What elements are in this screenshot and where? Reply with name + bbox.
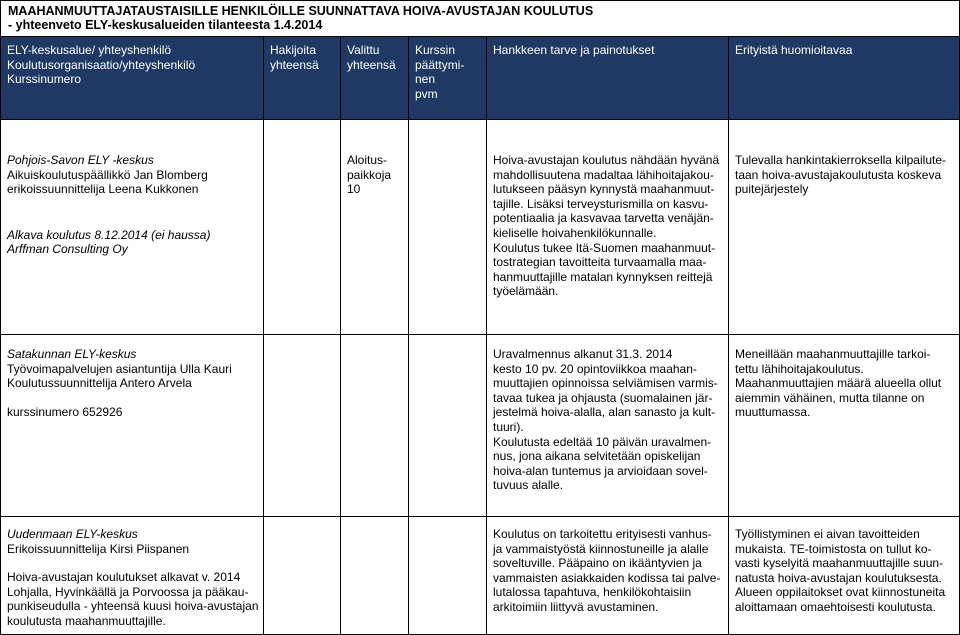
cell-notes (729, 517, 960, 635)
cell-needs (487, 120, 729, 335)
header-selected-line: Valittu (347, 43, 380, 57)
needs-line: Hoiva-avustajan koulutus nähdään hyvänä (493, 153, 720, 167)
selected-line: Aloitus- (347, 153, 388, 167)
needs-line: potentiaalia ja kasvavaa tarvetta venäjän- (493, 211, 714, 226)
cell-region (1, 335, 264, 517)
header-region-line: Kurssinumero (7, 72, 82, 87)
needs-line: muuttajien opinnoissa selviämisen varmis- (493, 376, 718, 391)
contact-line: Erikoissuunnittelija Kirsi Piispanen (7, 541, 190, 556)
region-title: Pohjois-Savon ELY -keskus (7, 153, 154, 167)
document-title (0, 0, 960, 38)
notes-line: puitejärjestely (735, 182, 809, 197)
title-line-2: - yhteenveto ELY-keskusalueiden tilanteesta 1.4.2014 (8, 18, 323, 32)
header-end-line: päättymi- (415, 57, 465, 72)
needs-line: jestelmä hoiva-alalla, alan sanasto ja kult- (493, 405, 716, 420)
notes-line: aloittamaan omaehtoisesti koulutusta. (735, 599, 936, 614)
cell-applicants (264, 335, 341, 517)
needs-line: tuvuus alalle. (493, 478, 564, 493)
header-region (1, 37, 264, 120)
header-region-line: ELY-keskusalue/ yhteyshenkilö (7, 43, 172, 57)
course-info-line: Lohjalla, Hyvinkäällä ja Porvoossa ja pääkau- (7, 584, 249, 599)
selected-line: paikkoja (347, 167, 392, 182)
contact-line: Työvoimapalvelujen asiantuntija Ulla Kauri (7, 361, 232, 376)
needs-line: arkitoimiin liittyvä avustaminen. (493, 599, 659, 614)
header-end-line: nen (415, 72, 436, 87)
cell-end-date (409, 517, 487, 635)
notes-line: aiemmin vähäinen, mutta tilanne on (735, 390, 925, 405)
header-region-line: Koulutusorganisaatio/yhteyshenkilö (7, 57, 196, 72)
cell-region (1, 517, 264, 635)
table-row (1, 517, 960, 635)
cell-applicants (264, 517, 341, 635)
course-info-line: koulutusta maahanmuuttajille. (7, 613, 166, 628)
cell-end-date (409, 335, 487, 517)
notes-line: Meneillään maahanmuuttajille tarkoi- (735, 347, 931, 361)
notes-line: Tulevalla hankintakierroksella kilpailute- (735, 153, 946, 167)
cell-needs (487, 517, 729, 635)
cell-notes (729, 120, 960, 335)
cell-region (1, 120, 264, 335)
needs-line: hanmuuttajille matalan kynnyksen reittejä (493, 269, 713, 284)
needs-line: mahdollisuutena madaltaa lähihoitajakou- (493, 167, 714, 182)
notes-line: Työllistyminen ei aivan tavoitteiden (735, 527, 920, 541)
cell-selected (341, 517, 409, 635)
summary-table (0, 36, 960, 635)
needs-line: lutukseen pääsyn kynnystä maahanmuut- (493, 182, 715, 197)
needs-line: Uravalmennus alkanut 31.3. 2014 (493, 347, 673, 361)
header-end-line: pvm (415, 86, 438, 101)
needs-line: ja vammaistyöstä kiinnostuneille ja alalle (493, 541, 709, 556)
cell-needs (487, 335, 729, 517)
cell-selected (341, 120, 409, 335)
needs-line: vammaisten asiakkaiden kodissa tai palve- (493, 570, 721, 585)
region-title: Uudenmaan ELY-keskus (7, 527, 138, 541)
needs-line: Koulutusta edeltää 10 päivän uravalmen- (493, 434, 712, 449)
cell-notes (729, 335, 960, 517)
notes-line: Maahanmuuttajien määrä alueella ollut (735, 376, 942, 391)
contact-line: Koulutussuunnittelija Antero Arvela (7, 376, 192, 391)
needs-line: hoiva-alan tuntemus ja arvioidaan sovel- (493, 463, 708, 478)
header-end-line: Kurssin (415, 43, 456, 57)
notes-line: vasti kyselyitä maahanmuuttajille suun- (735, 556, 944, 571)
header-selected (341, 37, 409, 120)
header-needs-line: Hankkeen tarve ja painotukset (493, 43, 655, 57)
needs-line: kesto 10 pv. 20 opintoviikkoa maahan- (493, 361, 697, 376)
notes-line: tettu lähihoitajakoulutus. (735, 361, 864, 376)
contact-line: erikoissuunnittelija Leena Kukkonen (7, 182, 199, 197)
needs-line: lutalossa tapahtuva, henkilökohtaisiin (493, 585, 692, 600)
cell-applicants (264, 120, 341, 335)
header-notes (729, 37, 960, 120)
table-row (1, 335, 960, 517)
cell-selected (341, 335, 409, 517)
header-end-date (409, 37, 487, 120)
notes-line: Alueen oppilaitokset ovat kiinnostuneita (735, 585, 946, 600)
course-info-line: Hoiva-avustajan koulutukset alkavat v. 2014 (7, 570, 241, 585)
table-row (1, 120, 960, 335)
course-number: kurssinumero 652926 (7, 404, 123, 419)
needs-line: Koulutus tukee Itä-Suomen maahanmuut- (493, 240, 716, 255)
needs-line: nus, jona aikana selvitetään opiskelijan (493, 449, 701, 464)
header-notes-line: Erityistä huomioitavaa (735, 43, 853, 57)
notes-line: natusta hoiva-avustajan koulutuksesta. (735, 570, 942, 585)
header-needs (487, 37, 729, 120)
selected-line: 10 (347, 182, 361, 197)
cell-end-date (409, 120, 487, 335)
header-applicants-line: yhteensä (270, 57, 319, 72)
needs-line: soveltuville. Pääpaino on ikääntyvien ja (493, 556, 702, 571)
contact-line: Aikuiskoulutuspäällikkö Jan Blomberg (7, 167, 208, 182)
needs-line: kieliselle hoivahenkilökunnalle. (493, 225, 657, 240)
needs-line: työelämään. (493, 284, 559, 299)
header-applicants-line: Hakijoita (270, 43, 317, 57)
header-selected-line: yhteensä (347, 57, 396, 72)
notes-line: muuttumassa. (735, 405, 811, 420)
needs-line: Koulutus on tarkoitettu erityisesti vanhus- (493, 527, 712, 541)
needs-line: tajille. Lisäksi terveysturismilla on kasvu- (493, 196, 709, 211)
notes-line: mukaista. TE-toimistosta on tullut ko- (735, 541, 932, 556)
course-info-line: Alkava koulutus 8.12.2014 (ei haussa) (7, 227, 211, 242)
course-info-line: punkiseudulla - yhteensä kuusi hoiva-avustajan (7, 599, 259, 614)
header-row (1, 37, 960, 120)
needs-line: tostrategian tavoitteita turvaamalla maa- (493, 255, 707, 270)
header-applicants (264, 37, 341, 120)
region-title: Satakunnan ELY-keskus (7, 347, 137, 361)
course-org-line: Arffman Consulting Oy (7, 242, 128, 257)
title-line-1: MAAHANMUUTTAJATAUSTAISILLE HENKILÖILLE SUUNNATTAVA HOIVA-AVUSTAJAN KOULUTUS (8, 4, 594, 18)
needs-line: tuuri). (493, 419, 524, 434)
notes-line: taan hoiva-avustajakoulutusta koskeva (735, 167, 942, 182)
needs-line: tavaa tukea ja ohjausta (suomalainen jär- (493, 390, 713, 405)
